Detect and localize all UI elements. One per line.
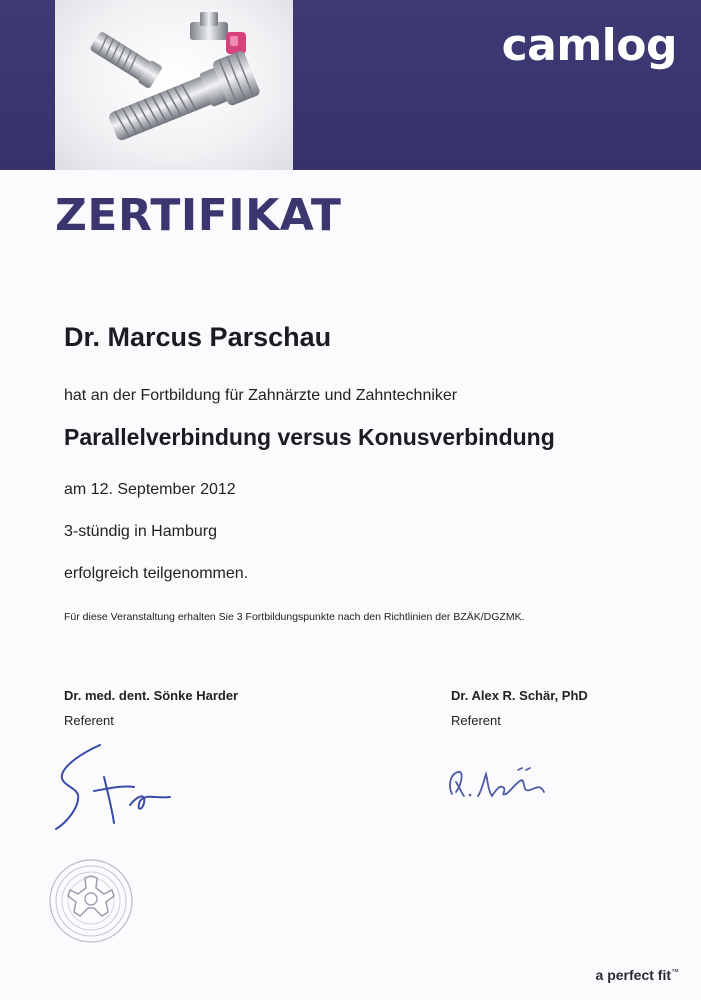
signatory-name: Dr. med. dent. Sönke Harder	[64, 688, 239, 703]
tagline-text: a perfect fit	[595, 967, 671, 983]
tagline	[596, 967, 679, 983]
participant-name: Dr. Marcus Parschau	[64, 322, 332, 352]
duration-location: 3-stündig in Hamburg	[64, 523, 217, 540]
intro-text: hat an der Fortbildung für Zahnärzte und Zahntechniker	[64, 387, 458, 404]
course-title: Parallelverbindung versus Konusverbindung	[64, 424, 555, 450]
completion-text: erfolgreich teilgenommen.	[64, 565, 249, 582]
signatory-name: Dr. Alex R. Schär, PhD	[451, 688, 588, 703]
points-note: Für diese Veranstaltung erhalten Sie 3 Fortbildungspunkte nach den Richtlinien der BZÄK/DGZMK.	[64, 611, 525, 623]
implants-illustration	[55, 0, 293, 170]
event-date: am 12. September 2012	[64, 481, 236, 498]
trademark-symbol: ™	[671, 967, 679, 977]
signatory-role: Referent	[451, 713, 501, 728]
signature-1	[42, 735, 182, 835]
dental-implants-photo	[55, 0, 293, 170]
camlog-logo: camlog	[501, 20, 677, 71]
signatory-2	[451, 688, 588, 728]
certificate-title: ZERTIFIKAT	[55, 190, 342, 241]
signatory-1	[64, 688, 238, 728]
camlog-emblem-icon	[48, 858, 134, 944]
signatory-role: Referent	[64, 713, 114, 728]
signature-2	[440, 762, 560, 812]
